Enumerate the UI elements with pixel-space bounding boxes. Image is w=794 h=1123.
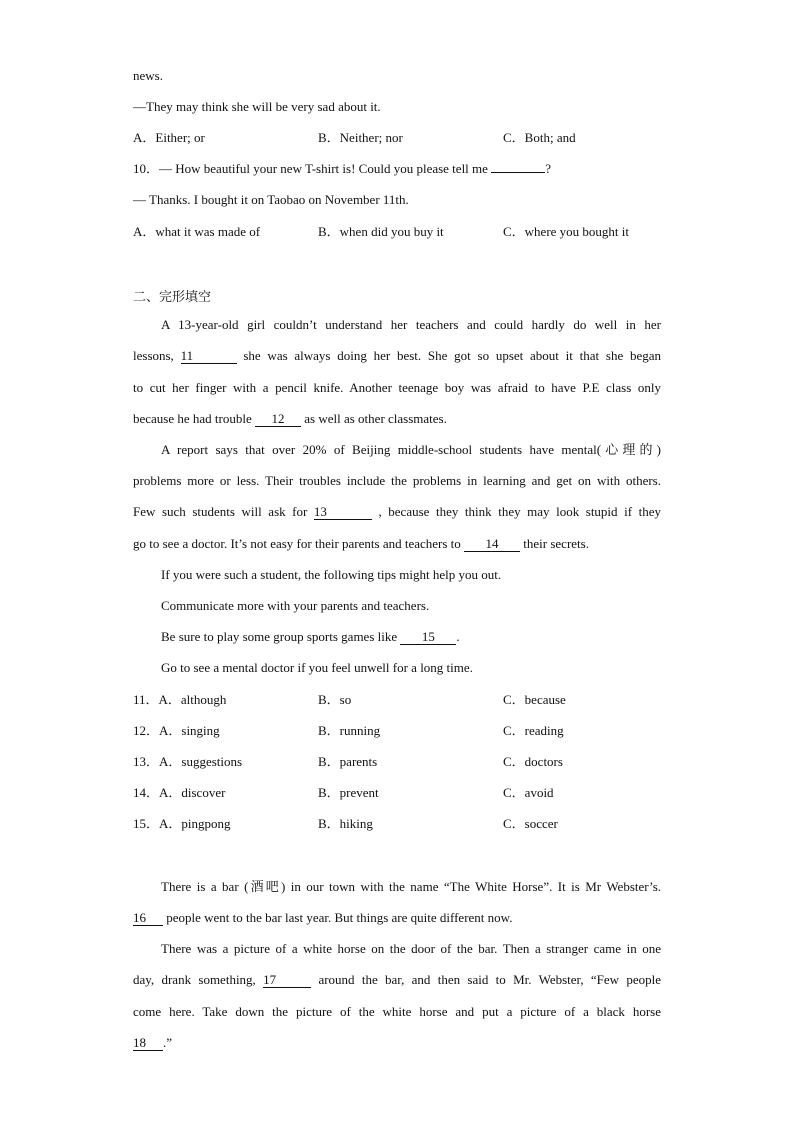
blank-15: 15 — [400, 630, 456, 645]
p1-line-2-post: she was always doing her best. She got so upset about it that she began — [243, 348, 662, 363]
passage2-p2-line-2 — [133, 972, 661, 988]
blank-14: 14 — [464, 537, 520, 552]
q10-stem-pre: 10．— How beautiful your new T-shirt is! Could you please tell me — [133, 161, 488, 176]
passage2-p2-line-3: come here. Take down the picture of the white horse and put a picture of a black horse — [133, 1004, 661, 1019]
p1-line-1: A 13-year-old girl couldn’t understand her teachers and could hardly do well in her — [161, 317, 661, 332]
blank-12: 12 — [255, 412, 301, 427]
q10-reply: — Thanks. I bought it on Taobao on November 11th. — [133, 192, 409, 207]
q9-option-a: A．Either; or — [133, 130, 205, 145]
q14-option-c: C．avoid — [503, 785, 554, 800]
p1-line-3: to cut her finger with a pencil knife. Another teenage boy was afraid to have P.E class only — [133, 380, 661, 395]
p2-line-3-post: , because they think they may look stupid if they — [378, 504, 661, 519]
blank-11: 11 — [181, 349, 237, 364]
passage2-p2-line-2-pre: day, drank something, — [133, 972, 256, 987]
q9-option-b: B．Neither; nor — [318, 130, 403, 145]
section-heading: 二、完形填空 — [133, 290, 212, 305]
q10-option-c: C．where you bought it — [503, 224, 630, 239]
p1-line-4-post: as well as other classmates. — [304, 411, 447, 426]
p1-line-2-pre: lessons, — [133, 348, 174, 363]
q15-option-a: 15．A．pingpong — [133, 816, 231, 831]
passage2-p2-line-1: There was a picture of a white horse on the door of the bar. Then a stranger came in one — [161, 941, 661, 956]
q10-option-b: B．when did you buy it — [318, 224, 444, 239]
passage2-p1-line-1: There is a bar (酒吧) in our town with the name “The White Horse”. It is Mr Webster’s. — [161, 879, 661, 894]
p1-line-4-pre: because he had trouble — [133, 411, 252, 426]
p1-line-4 — [133, 411, 661, 427]
q10-blank — [491, 172, 545, 173]
p2-line-4 — [133, 536, 661, 552]
q13-option-c: C．doctors — [503, 754, 563, 769]
q9-reply: —They may think she will be very sad about it. — [133, 99, 381, 114]
passage2-p2-line-4 — [133, 1035, 661, 1051]
blank-18: 18 — [133, 1036, 163, 1051]
q10-stem-post: ? — [545, 161, 551, 176]
blank-16: 16 — [133, 911, 163, 926]
tip-2-pre: Be sure to play some group sports games like — [161, 629, 398, 644]
tip-2-post: . — [456, 629, 460, 644]
q12-option-b: B．running — [318, 723, 381, 738]
passage2-p2-line-4-post: .” — [163, 1035, 173, 1050]
tips-intro: If you were such a student, the following tips might help you out. — [161, 567, 502, 582]
q12-option-c: C．reading — [503, 723, 564, 738]
q11-option-c: C．because — [503, 692, 566, 707]
p2-line-4-post: their secrets. — [523, 536, 589, 551]
q10-option-a: A．what it was made of — [133, 224, 261, 239]
q9-option-c: C．Both; and — [503, 130, 576, 145]
q14-option-a: 14．A．discover — [133, 785, 226, 800]
q11-option-a: 11．A．although — [133, 692, 227, 707]
p1-line-2 — [133, 348, 661, 364]
q15-option-b: B．hiking — [318, 816, 373, 831]
q11-option-b: B．so — [318, 692, 352, 707]
blank-13: 13 — [314, 505, 372, 520]
p2-line-2: problems more or less. Their troubles include the problems in learning and get on with others. — [133, 473, 661, 488]
tip-1: Communicate more with your parents and teachers. — [161, 598, 430, 613]
passage2-p2-line-2-post: around the bar, and then said to Mr. Webster, “Few people — [318, 972, 662, 987]
q13-option-a: 13．A．suggestions — [133, 754, 243, 769]
q13-option-b: B．parents — [318, 754, 378, 769]
p2-line-3 — [133, 504, 661, 520]
passage2-p1-line-2 — [133, 910, 661, 926]
q12-option-a: 12．A．singing — [133, 723, 220, 738]
tip-2 — [161, 629, 661, 645]
tip-3: Go to see a mental doctor if you feel unwell for a long time. — [161, 660, 473, 675]
q10-stem — [133, 161, 661, 177]
q9-stem-tail: news. — [133, 68, 163, 83]
passage2-p1-line-2-text: people went to the bar last year. But things are quite different now. — [166, 910, 513, 925]
p2-line-4-pre: go to see a doctor. It’s not easy for their parents and teachers to — [133, 536, 461, 551]
blank-17: 17 — [263, 973, 311, 988]
p2-line-1: A report says that over 20% of Beijing middle-school students have mental(心理的) — [161, 442, 661, 457]
p2-line-3-pre: Few such students will ask for — [133, 504, 308, 519]
q15-option-c: C．soccer — [503, 816, 558, 831]
q14-option-b: B．prevent — [318, 785, 379, 800]
